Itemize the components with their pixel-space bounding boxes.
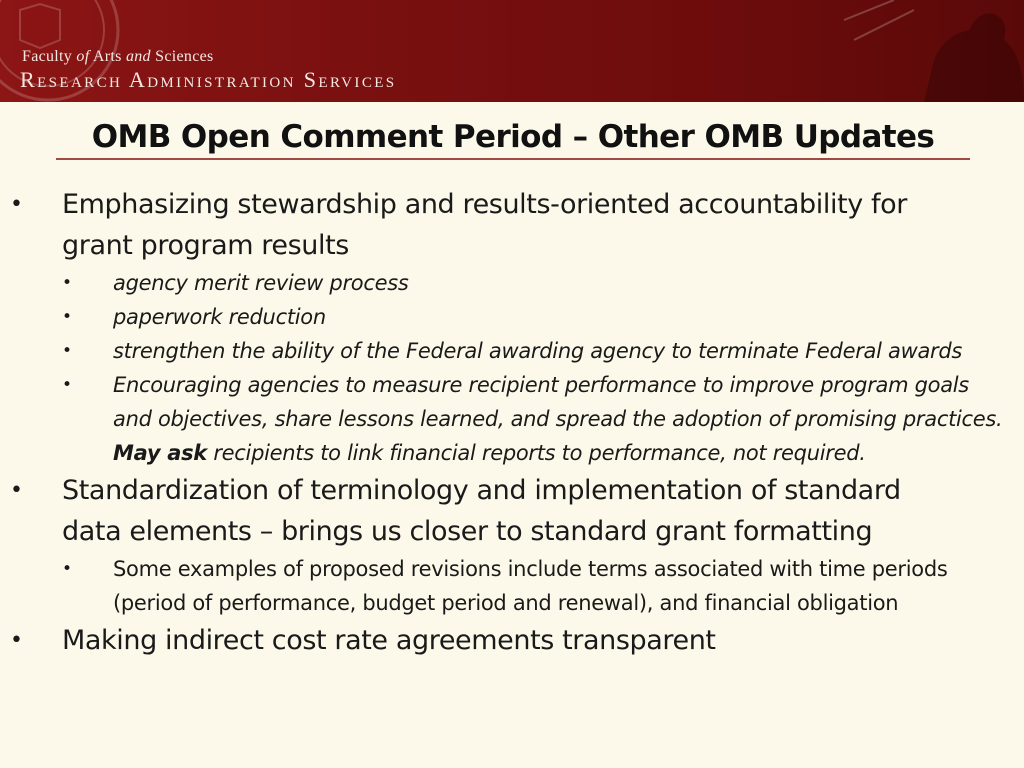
sub-bullet-text: agency merit review process (113, 271, 409, 295)
slide-content (0, 184, 1024, 661)
sub-bullet-terminate-awards (0, 334, 1003, 368)
sub-bullet-text: strengthen the ability of the Federal awarding agency to terminate Federal awards (113, 339, 963, 363)
bullet-text: Making indirect cost rate agreements transparent (62, 625, 716, 656)
bullet-icon: • (10, 628, 23, 653)
slide-title: OMB Open Comment Period – Other OMB Updates (91, 119, 935, 155)
sub-bullet-paperwork (0, 300, 1003, 334)
bullet-icon: • (10, 478, 23, 503)
bullet-text: Emphasizing stewardship and results-oriented accountability for grant program results (62, 189, 907, 261)
sub-bullet-text-after: recipients to link financial reports to performance, not required. (206, 441, 866, 465)
bullet-indirect-cost (0, 620, 962, 661)
sub-bullet-examples (0, 552, 1003, 620)
sub-bullet-text: Some examples of proposed revisions include terms associated with time periods (period of performance, budget period and renewal), and financial obligation (113, 557, 948, 615)
sub-bullet-emphasis: May ask (113, 441, 207, 465)
sub-bullet-text: paperwork reduction (113, 305, 326, 329)
bullet-icon: • (62, 375, 72, 395)
bullet-text: Standardization of terminology and implementation of standard data elements – brings us closer to standard grant formatting (62, 475, 901, 547)
bullet-icon: • (62, 273, 72, 293)
bullet-icon: • (10, 192, 23, 217)
department-name: Research Administration Services (20, 67, 397, 92)
statue-watermark-icon (784, 0, 1024, 102)
faculty-name: Faculty of Arts and Sciences (22, 48, 214, 65)
bullet-stewardship (0, 184, 962, 266)
bullet-icon: • (62, 341, 72, 361)
title-divider (56, 158, 970, 160)
bullet-standardization (0, 470, 962, 552)
header-banner (0, 0, 1024, 102)
bullet-icon: • (62, 307, 72, 327)
sub-bullet-performance (0, 368, 1003, 470)
bullet-icon: • (62, 559, 72, 579)
sub-bullet-merit-review (0, 266, 1003, 300)
sub-bullet-text-before: Encouraging agencies to measure recipient performance to improve program goals and objectives, share lessons learned, and spread the adoption of promising practices. (113, 373, 1003, 431)
